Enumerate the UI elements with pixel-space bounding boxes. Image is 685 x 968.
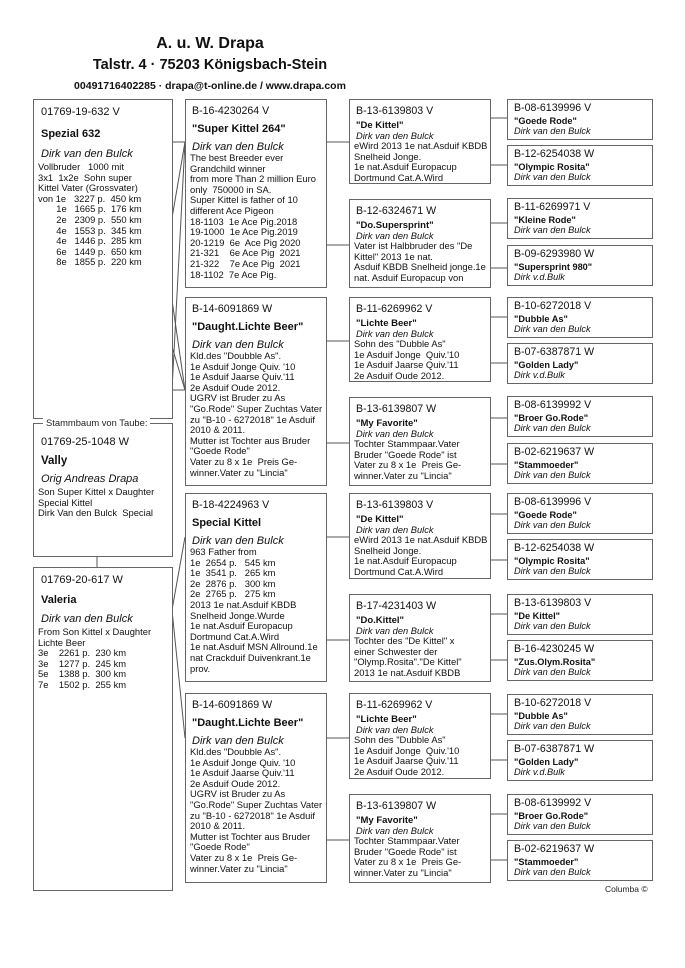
breeder: Dirk van den Bulck: [514, 621, 591, 631]
ring-number: B-16-4230245 W: [514, 643, 595, 655]
pigeon-name: "Stammoeder": [514, 460, 579, 470]
ring-number: B-10-6272018 V: [514, 300, 592, 312]
pigeon-name: "Dubble As": [514, 314, 568, 324]
great-grandparent-card[interactable]: [349, 693, 491, 779]
ring-number: B-11-6269971 V: [514, 201, 591, 213]
great-grandparent-card[interactable]: [349, 297, 491, 382]
ring-number: 01769-19-632 V: [41, 106, 120, 118]
gg-grandparent-card[interactable]: [507, 640, 653, 681]
gg-grandparent-card[interactable]: [507, 145, 653, 186]
gg-grandparent-card[interactable]: [507, 594, 653, 635]
breeder: Dirk van den Bulck: [356, 429, 434, 439]
great-grandparent-card[interactable]: [349, 493, 491, 579]
ring-number: B-11-6269962 V: [356, 303, 433, 315]
great-grandparent-card[interactable]: [349, 794, 491, 883]
breeder: Orig Andreas Drapa: [41, 473, 139, 485]
achievements: The best Breeder ever Grandchild winner from more Than 2 million Euro only 750000 in SA. Super Kittel is father of 10 different Ace Pigeon 18-1103 1e Ace Pig.2018 19-1000 1e Ace Pig.2019 20-1219 6e Ace Pig 2020 21-321 6e Ace Pig 2021 21-322 7e Ace Pig 2021 18-1102 7e Ace Pig.: [190, 152, 316, 280]
pigeon-name: "Broer Go.Rode": [514, 413, 589, 423]
pigeon-name: "Golden Lady": [514, 360, 579, 370]
breeder: Dirk van den Bulck: [514, 667, 591, 677]
gg-grandparent-card[interactable]: [507, 297, 653, 338]
description: Son Super Kittel x Daughter Special Kittel Dirk Van den Bulck Special: [38, 486, 155, 519]
gg-grandparent-card[interactable]: [507, 245, 653, 286]
pigeon-name: "Do.Kittel": [356, 615, 405, 626]
ring-number: B-12-6324671 W: [356, 205, 437, 217]
pigeon-name: "Zus.Olym.Rosita": [514, 657, 596, 667]
breeder: Dirk van den Bulck: [192, 735, 284, 747]
pigeon-name: "My Favorite": [356, 418, 418, 429]
ring-number: B-13-6139803 V: [356, 499, 434, 511]
ring-number: B-08-6139996 V: [514, 496, 592, 508]
pigeon-name: "Lichte Beer": [356, 318, 417, 329]
ring-number: B-09-6293980 W: [514, 248, 595, 260]
ring-number: B-07-6387871 W: [514, 346, 595, 358]
breeder: Dirk van den Bulck: [514, 423, 591, 433]
breeder: Dirk v.d.Bulk: [514, 767, 565, 777]
ring-number: B-08-6139992 V: [514, 797, 592, 809]
achievements: Tochter des "De Kittel" x einer Schwester der "Olymp.Rosita"."De Kittel" 2013 1e nat.Asduif KBDB: [354, 635, 462, 678]
gg-grandparent-card[interactable]: [507, 493, 653, 534]
ring-number: 01769-25-1048 W: [41, 436, 130, 448]
great-grandparent-card[interactable]: [349, 199, 491, 288]
achievements: Sohn des "Dubble As" 1e Asduif Jonge Quiv.'10 1e Asduif Jaarse Quiv.'11 2e Asduif Oude 2012.: [354, 338, 460, 381]
achievements: From Son Kittel x Daughter Lichte Beer 3e 2261 p. 230 km 3e 1277 p. 245 km 5e 1388 p. 300 km 7e 1502 p. 255 km: [38, 626, 152, 690]
breeder: Dirk van den Bulck: [514, 520, 591, 530]
ring-number: B-08-6139996 V: [514, 102, 592, 114]
pigeon-name: "Dubble As": [514, 711, 568, 721]
pigeon-name: "Olympic Rosita": [514, 556, 590, 566]
pigeon-name: "Supersprint 980": [514, 262, 593, 272]
breeder-name: A. u. W. Drapa: [156, 35, 264, 52]
breeder: Dirk van den Bulck: [41, 148, 133, 160]
breeder: Dirk van den Bulck: [514, 566, 591, 576]
great-grandparent-card[interactable]: [349, 397, 491, 486]
ring-number: B-07-6387871 W: [514, 743, 595, 755]
breeder-contact: 00491716402285 · drapa@t-online.de / www.drapa.com: [74, 80, 346, 92]
pigeon-name: Valeria: [41, 594, 77, 606]
achievements: Tochter Stammpaar.Vater Bruder "Goede Rode" ist Vater zu 8 x 1e Preis Ge- winner.Vater zu "Lincia": [354, 835, 462, 878]
ring-number: 01769-20-617 W: [41, 574, 123, 586]
breeder: Dirk van den Bulck: [514, 324, 591, 334]
ring-number: B-13-6139803 V: [514, 597, 592, 609]
breeder: Dirk van den Bulck: [356, 725, 434, 735]
breeder: Dirk van den Bulck: [514, 225, 591, 235]
breeder: Dirk van den Bulck: [41, 613, 133, 625]
ring-number: B-11-6269962 V: [356, 699, 433, 711]
breeder: Dirk van den Bulck: [356, 131, 434, 141]
ring-number: B-14-6091869 W: [192, 303, 273, 315]
breeder: Dirk van den Bulck: [192, 141, 284, 153]
pigeon-name: "De Kittel": [356, 514, 404, 525]
breeder: Dirk van den Bulck: [514, 821, 591, 831]
gg-grandparent-card[interactable]: [507, 694, 653, 735]
grandparent-card[interactable]: [185, 99, 327, 288]
pigeon-name: "Super Kittel 264": [192, 123, 286, 135]
breeder: Dirk v.d.Bulk: [514, 272, 565, 282]
grandparent-card[interactable]: [185, 297, 327, 486]
ring-number: B-17-4231403 W: [356, 600, 437, 612]
pigeon-name: Special Kittel: [192, 517, 262, 529]
gg-grandparent-card[interactable]: [507, 539, 653, 580]
ring-number: B-18-4224963 V: [192, 499, 270, 511]
pigeon-name: Vally: [41, 455, 68, 467]
gg-grandparent-card[interactable]: [507, 740, 653, 781]
ring-number: B-12-6254038 W: [514, 542, 595, 554]
gg-grandparent-card[interactable]: [507, 396, 653, 437]
subject-card[interactable]: [33, 423, 173, 557]
copyright: Columba ©: [605, 884, 648, 894]
breeder: Dirk van den Bulck: [514, 470, 591, 480]
achievements: eWird 2013 1e nat.Asduif KBDB Snelheid Jonge. 1e nat.Asduif Europacup Dortmund Cat.A.Wird: [354, 534, 488, 577]
ring-number: B-13-6139803 V: [356, 105, 434, 117]
ring-number: B-14-6091869 W: [192, 699, 273, 711]
subject-legend: Stammbaum von Taube:: [43, 417, 150, 428]
ring-number: B-12-6254038 W: [514, 148, 595, 160]
pigeon-name: "Kleine Rode": [514, 215, 576, 225]
breeder-address: Talstr. 4 · 75203 Königsbach-Stein: [92, 57, 328, 73]
pigeon-name: "Daught.Lichte Beer": [192, 321, 304, 333]
gg-grandparent-card[interactable]: [507, 840, 653, 881]
breeder: Dirk van den Bulck: [514, 721, 591, 731]
achievements: eWird 2013 1e nat.Asduif KBDB Snelheid Jonge. 1e nat.Asduif Europacup Dortmund Cat.A.Wird: [354, 140, 488, 183]
pigeon-name: "De Kittel": [356, 120, 404, 131]
breeder: Dirk van den Bulck: [356, 525, 434, 535]
grandparent-card[interactable]: [185, 693, 327, 883]
pigeon-name: "Broer Go.Rode": [514, 811, 589, 821]
pigeon-name: "Stammoeder": [514, 857, 579, 867]
ring-number: B-02-6219637 W: [514, 843, 595, 855]
breeder: Dirk van den Bulck: [514, 172, 591, 182]
pigeon-name: "My Favorite": [356, 815, 418, 826]
breeder: Dirk van den Bulck: [356, 231, 434, 241]
achievements: 963 Father from 1e 2654 p. 545 km 1e 3541 p. 265 km 2e 2876 p. 300 km 2e 2765 p. 275 km 2013 1e nat.Asduif KBDB Snelheid Jonge.Wurde 1e nat.Asduif Europacup Dortmund Cat.A.Wird 1e nat.Asduif MSN Allround.1e nat Crackduif Duivenkrant.1e prov.: [190, 546, 318, 674]
great-grandparent-card[interactable]: [349, 99, 491, 184]
breeder: Dirk van den Bulck: [192, 339, 284, 351]
breeder: Dirk van den Bulck: [356, 626, 434, 636]
sire-card[interactable]: [33, 99, 173, 419]
pigeon-name: "Lichte Beer": [356, 714, 417, 725]
pigeon-name: "Do.Supersprint": [356, 220, 434, 231]
breeder: Dirk v.d.Bulk: [514, 370, 565, 380]
breeder: Dirk van den Bulck: [192, 535, 284, 547]
breeder: Dirk van den Bulck: [514, 867, 591, 877]
ring-number: B-16-4230264 V: [192, 105, 270, 117]
pigeon-name: "De Kittel": [514, 611, 560, 621]
breeder: Dirk van den Bulck: [356, 826, 434, 836]
pigeon-name: "Golden Lady": [514, 757, 579, 767]
pigeon-name: "Daught.Lichte Beer": [192, 717, 304, 729]
grandparent-card[interactable]: [185, 493, 327, 682]
great-grandparent-card[interactable]: [349, 594, 491, 682]
pigeon-name: "Goede Rode": [514, 510, 577, 520]
breeder: Dirk van den Bulck: [514, 126, 591, 136]
ring-number: B-10-6272018 V: [514, 697, 592, 709]
pigeon-name: "Olympic Rosita": [514, 162, 590, 172]
ring-number: B-08-6139992 V: [514, 399, 592, 411]
breeder: Dirk van den Bulck: [356, 329, 434, 339]
gg-grandparent-card[interactable]: [507, 794, 653, 835]
achievements: Sohn des "Dubble As" 1e Asduif Jonge Quiv.'10 1e Asduif Jaarse Quiv.'11 2e Asduif Oude 2012.: [354, 734, 460, 777]
ring-number: B-13-6139807 W: [356, 800, 437, 812]
achievements: Vater ist Halbbruder des "De Kittel" 2013 1e nat. Asduif KBDB Snelheid jonge.1e nat. Asduif Europacup von: [354, 240, 486, 283]
achievements: Tochter Stammpaar.Vater Bruder "Goede Rode" ist Vater zu 8 x 1e Preis Ge- winner.Vater zu "Lincia": [354, 438, 462, 481]
gg-grandparent-card[interactable]: [507, 443, 653, 484]
dam-card[interactable]: [33, 567, 173, 891]
achievements: Kld.des "Doubble As". 1e Asduif Jonge Quiv. '10 1e Asduif Jaarse Quiv.'11 2e Asduif Oude 2012. UGRV ist Bruder zu As "Go.Rode" Super Zuchtas Vater zu "B-10 - 6272018" 1e Asduif 2010 & 2011. Mutter ist Tochter aus Bruder "Goede Rode" Vater zu 8 x 1e Preis Ge- winner.Vater zu "Lincia": [190, 746, 323, 874]
pigeon-name: Spezial 632: [41, 128, 101, 140]
achievements: Kld.des "Doubble As". 1e Asduif Jonge Quiv. '10 1e Asduif Jaarse Quiv.'11 2e Asduif Oude 2012. UGRV ist Bruder zu As "Go.Rode" Super Zuchtas Vater zu "B-10 - 6272018" 1e Asduif 2010 & 2011. Mutter ist Tochter aus Bruder "Goede Rode" Vater zu 8 x 1e Preis Ge- winner.Vater zu "Lincia": [190, 350, 323, 478]
gg-grandparent-card[interactable]: [507, 99, 653, 140]
gg-grandparent-card[interactable]: [507, 343, 653, 384]
pigeon-name: "Goede Rode": [514, 116, 577, 126]
ring-number: B-02-6219637 W: [514, 446, 595, 458]
achievements: Vollbruder 1000 mit 3x1 1x2e Sohn super Kittel Vater (Grossvater) von 1e 3227 p. 450 km 1e 1665 p. 176 km 2e 2309 p. 550 km 4e 1553 p. 345 km 4e 1446 p. 285 km 6e 1449 p. 650 km 8e 1855 p. 220 km: [38, 161, 142, 268]
gg-grandparent-card[interactable]: [507, 198, 653, 239]
ring-number: B-13-6139807 W: [356, 403, 437, 415]
